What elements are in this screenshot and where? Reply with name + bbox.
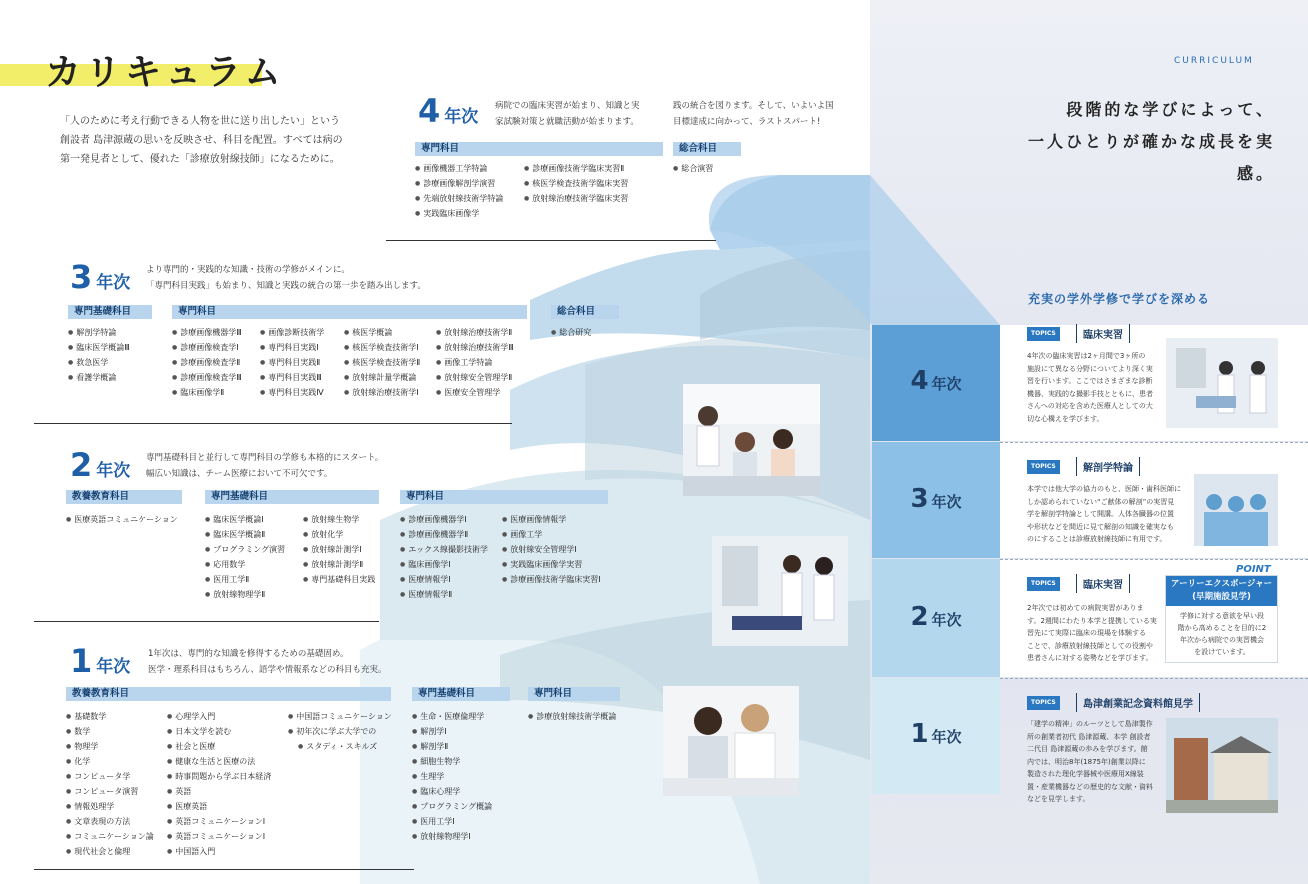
year3-senmon-list-2 xyxy=(260,325,324,400)
subject: ● 放射線生物学 xyxy=(303,512,375,527)
year4-senmon-list-1 xyxy=(415,161,503,221)
text-line: 施設にて異なる分野についてより深く実 xyxy=(1027,364,1153,373)
year3-description xyxy=(146,262,426,294)
subject: ● 専門科目実践Ⅳ xyxy=(260,385,324,400)
clinical-practice-photo xyxy=(1166,338,1278,428)
subject: ● 放射線治療技術学Ⅱ xyxy=(436,325,514,340)
subject: ● 基礎数学 xyxy=(66,709,154,724)
year3-heading xyxy=(70,258,130,296)
intro-line: 第一発見者として、優れた「診療放射線技師」になるために。 xyxy=(60,154,340,165)
topics-badge: TOPICS xyxy=(1027,577,1060,591)
subject: ● 日本文学を読む xyxy=(167,724,271,739)
subject: ● 総合研究 xyxy=(551,325,591,340)
text-line: 習を行います。ここではさまざまな診断 xyxy=(1027,377,1153,385)
text-line: 切な心構えを学びます。 xyxy=(1027,414,1104,423)
subject: ● 総合演習 xyxy=(673,161,713,176)
subject: ● 英語コミュニケーションⅠ xyxy=(167,829,271,844)
text-line: 習先にて実際に臨床の現場を体験する xyxy=(1027,629,1146,637)
year-unit: 年次 xyxy=(931,728,962,746)
year-number: 2 xyxy=(70,446,93,484)
subject: ● 生理学 xyxy=(412,769,492,784)
text-line: 年次から病院での実習機会 xyxy=(1180,636,1264,644)
photo-illustration xyxy=(1166,718,1278,813)
anatomy-lecture-photo xyxy=(1194,474,1278,546)
subject: ● 核医学検査技術学Ⅰ xyxy=(344,340,420,355)
subject: ● 物理学 xyxy=(66,739,154,754)
text-line: 機器、実践的な撮影手技とともに、患者 xyxy=(1027,389,1153,398)
subject: ● 放射線物理学Ⅰ xyxy=(412,829,492,844)
desc-line: 「専門科目実践」も始まり、知識と実践の統合の第一歩を踏み出します。 xyxy=(146,281,426,291)
text-line: 二代目 島津源蔵の歩みを学びます。館 xyxy=(1027,745,1148,753)
headline xyxy=(1000,94,1275,190)
year4-description-2 xyxy=(673,98,834,130)
subject: ● 放射線物理学Ⅱ xyxy=(205,587,285,602)
text-line: 患者さんに対する姿勢などを学びます。 xyxy=(1027,654,1153,662)
subject: ● 臨床画像学Ⅱ xyxy=(172,385,242,400)
subject: ● 生命・医療倫理学 xyxy=(412,709,492,724)
topic-title: 臨床実習 xyxy=(1076,574,1130,593)
text-line: 4年次の臨床実習は2ヶ月間で3ヶ所の xyxy=(1027,352,1146,360)
subject: ● プログラミング演習 xyxy=(205,542,285,557)
subject: ● 放射線安全管理学Ⅰ xyxy=(502,542,601,557)
subject: ● 診療画像解剖学演習 xyxy=(415,176,503,191)
desc-line: より専門的・実践的な知識・技術の学修がメインに。 xyxy=(146,265,350,275)
subject: ● 専門基礎科目実践 xyxy=(303,572,375,587)
subject: ● 専門科目実践Ⅲ xyxy=(260,370,324,385)
year4-sogo-header: 総合科目 xyxy=(673,142,741,156)
subject: ● 臨床心理学 xyxy=(412,784,492,799)
desc-line: 病院での臨床実習が始まり、知識と実 xyxy=(495,101,640,111)
subject: ● 画像工学 xyxy=(502,527,601,542)
text-line: 「建学の精神」のルーツとして島津製作 xyxy=(1027,720,1153,728)
year4-heading xyxy=(418,92,478,130)
subject: ● 核医学検査技術学Ⅱ xyxy=(344,355,420,370)
subject: ● 臨床医学概論Ⅱ xyxy=(205,527,285,542)
subject: ● 臨床医学概論Ⅲ xyxy=(68,340,130,355)
subject: ● 初年次に学ぶ大学での xyxy=(288,724,392,739)
subject: ● 放射線治療技術学Ⅰ xyxy=(344,385,420,400)
extra-learning-title: 充実の学外学修で学びを深める xyxy=(1028,292,1211,306)
subject: ● 核医学検査技術学臨床実習 xyxy=(524,176,628,191)
side-year2-label xyxy=(872,602,1000,632)
text-line: 階から高めることを目的に2 xyxy=(1177,624,1267,632)
year1-heading xyxy=(70,642,130,680)
subject: ● 社会と医療 xyxy=(167,739,271,754)
subject: ● 実践臨床画像学 xyxy=(415,206,503,221)
year3-senmon-list-3 xyxy=(344,325,420,400)
intro-line: 「人のために考え行動できる人物を世に送り出したい」という xyxy=(60,116,340,127)
year-unit: 年次 xyxy=(931,611,962,629)
subject: ● エックス線撮影技術学 xyxy=(400,542,488,557)
topics-badge: TOPICS xyxy=(1027,460,1060,474)
text-line: 製造された理化学器械や医療用X線装 xyxy=(1027,770,1144,778)
year3-kiso-list xyxy=(68,325,130,385)
year4-senmon-header: 専門科目 xyxy=(415,142,663,156)
subject: ● 医療情報学Ⅱ xyxy=(400,587,488,602)
headline-line: 一人ひとりが確かな成長を実感。 xyxy=(1027,132,1275,183)
subject: ● 医療安全管理学 xyxy=(436,385,514,400)
text-line: さんへの対応を含めた医療人としての大 xyxy=(1027,402,1153,410)
subject: ● 応用数学 xyxy=(205,557,285,572)
subject: ● 細胞生物学 xyxy=(412,754,492,769)
side-year4-label xyxy=(872,366,1000,396)
photo-illustration xyxy=(1194,474,1278,546)
year4-description xyxy=(495,98,640,130)
curriculum-label: CURRICULUM xyxy=(1174,56,1254,66)
topic-title: 島津創業記念資料館見学 xyxy=(1076,693,1200,712)
topic-text xyxy=(1027,718,1153,806)
text-line: 本学では他大学の協力のもと、医師・歯科医師に xyxy=(1027,485,1181,493)
subject: ● 専門科目実践Ⅰ xyxy=(260,340,324,355)
subject: ● 情報処理学 xyxy=(66,799,154,814)
subject: ● 医療情報学Ⅰ xyxy=(400,572,488,587)
text-line: 2年次では初めての病院実習がありま xyxy=(1027,604,1144,612)
desc-line: 家試験対策と就職活動が始まります。 xyxy=(495,117,639,127)
text-line: 学を解剖学特論として開講。人体各臓器の位置 xyxy=(1027,510,1174,518)
topics-badge: TOPICS xyxy=(1027,696,1060,710)
text-line: 学修に対する意欲を早い段 xyxy=(1180,612,1264,620)
subject: ● 放射線計量学概論 xyxy=(344,370,420,385)
topic-title: 臨床実習 xyxy=(1076,324,1130,343)
year-number: 2 xyxy=(910,602,929,632)
subject: ● スタディ・スキルズ xyxy=(288,739,392,754)
topic-text xyxy=(1027,350,1153,425)
subject: ● 放射線計測学Ⅱ xyxy=(303,557,375,572)
subject: ● 心理学入門 xyxy=(167,709,271,724)
photo-illustration xyxy=(1166,338,1278,428)
year1-kyoyo-header: 教養教育科目 xyxy=(66,687,391,701)
subject: ● 先端放射線技術学特論 xyxy=(415,191,503,206)
text-line: などを見学します。 xyxy=(1027,795,1090,803)
early-exposure-header xyxy=(1166,576,1277,606)
subject: ● 解剖学特論 xyxy=(68,325,130,340)
headline-line: 段階的な学びによって、 xyxy=(1066,100,1275,119)
year2-kyoyo-list xyxy=(66,512,178,527)
subject: ● 中国語入門 xyxy=(167,844,271,859)
year1-senmon-list xyxy=(528,709,616,724)
year3-kiso-header: 専門基礎科目 xyxy=(68,305,152,319)
topics-badge: TOPICS xyxy=(1027,327,1060,341)
subject: ● 医療英語 xyxy=(167,799,271,814)
subject: ● コミュニケーション論 xyxy=(66,829,154,844)
subject: ● 診療画像技術学臨床実習Ⅰ xyxy=(502,572,601,587)
early-exposure-text xyxy=(1172,610,1272,658)
desc-line: 1年次は、専門的な知識を修得するための基礎固め。 xyxy=(148,649,349,659)
text-line: す。2週間にわたり本学と提携している実 xyxy=(1027,616,1157,625)
year3-senmon-list-4 xyxy=(436,325,514,400)
subject: ● 放射線計測学Ⅰ xyxy=(303,542,375,557)
text-line: 置・産業機器などの歴史的な文献・資料 xyxy=(1027,782,1153,791)
year1-divider xyxy=(34,869,414,870)
xray-training-photo xyxy=(712,536,848,646)
subject: ● 診療画像検査学Ⅲ xyxy=(172,370,242,385)
year2-senmon-header: 専門科目 xyxy=(400,490,608,504)
year-unit: 年次 xyxy=(444,107,479,127)
topic-text xyxy=(1027,602,1157,665)
year3-sogo-header: 総合科目 xyxy=(551,305,619,319)
text-line: 内では、明治8年(1875年)創業以降に xyxy=(1027,757,1146,766)
side-year3-label xyxy=(872,484,1000,514)
year3-senmon-header: 専門科目 xyxy=(172,305,527,319)
text-line: 所の創業者初代 島津源蔵、本学 創設者 xyxy=(1027,732,1151,741)
point-label: POINT xyxy=(1236,564,1271,575)
subject: ● 解剖学Ⅰ xyxy=(412,724,492,739)
photo-illustration xyxy=(712,536,848,646)
subject: ● 診療放射線技術学概論 xyxy=(528,709,616,724)
year2-kyoyo-header: 教養教育科目 xyxy=(66,490,182,504)
students-chatting-photo xyxy=(683,384,820,496)
subject: ● 看護学概論 xyxy=(68,370,130,385)
year-unit: 年次 xyxy=(931,375,962,393)
subject: ● 医用工学Ⅰ xyxy=(412,814,492,829)
subject: ● 医療画像情報学 xyxy=(502,512,601,527)
year4-senmon-list-2 xyxy=(524,161,628,206)
year-number: 3 xyxy=(70,258,93,296)
header-line: (早期施設見学) xyxy=(1192,592,1251,602)
year1-kiso-list xyxy=(412,709,492,844)
year3-sogo-list xyxy=(551,325,591,340)
photo-illustration xyxy=(683,384,820,496)
subject: ● 診療画像機器学Ⅱ xyxy=(400,527,488,542)
subject: ● プログラミング概論 xyxy=(412,799,492,814)
year2-kiso-header: 専門基礎科目 xyxy=(205,490,379,504)
subject: ● 画像診断技術学 xyxy=(260,325,324,340)
subject: ● 医用工学Ⅱ xyxy=(205,572,285,587)
year-number: 4 xyxy=(910,366,929,396)
subject: ● 臨床画像学Ⅰ xyxy=(400,557,488,572)
subject: ● 英語コミュニケーションⅠ xyxy=(167,814,271,829)
subject: ● 診療画像検査学Ⅱ xyxy=(172,355,242,370)
subject: ● 診療画像検査学Ⅰ xyxy=(172,340,242,355)
text-line: や形状などを間近に見て解剖の知識を確実なも xyxy=(1027,522,1174,531)
intro-line: 創設者 島津源蔵の思いを反映させ、科目を配置。すべては病の xyxy=(60,135,343,146)
year2-divider xyxy=(34,621,379,622)
subject: ● 健康な生活と医療の法 xyxy=(167,754,271,769)
year1-description xyxy=(148,646,387,678)
year1-kiso-header: 専門基礎科目 xyxy=(412,687,510,701)
subject: ● 文章表現の方法 xyxy=(66,814,154,829)
subject: ● 画像工学特論 xyxy=(436,355,514,370)
memorial-museum-photo xyxy=(1166,718,1278,813)
page-title: カリキュラム xyxy=(45,52,285,93)
subject: ● 放射線安全管理学Ⅱ xyxy=(436,370,514,385)
desc-line: 幅広い知識は、チーム医療において不可欠です。 xyxy=(146,469,333,479)
subject: ● 英語 xyxy=(167,784,271,799)
subject: ● コンピュータ学 xyxy=(66,769,154,784)
intro-text xyxy=(60,112,360,169)
text-line: のにすることは診療放射線技師に有用です。 xyxy=(1027,535,1167,543)
year1-senmon-header: 専門科目 xyxy=(528,687,620,701)
year2-heading xyxy=(70,446,130,484)
subject: ● 画像機器工学特論 xyxy=(415,161,503,176)
topic-text xyxy=(1027,483,1181,546)
text-line: しか認められていない“ご献体の解剖”の実習見 xyxy=(1027,497,1175,506)
subject: ● 実践臨床画像学実習 xyxy=(502,557,601,572)
year2-kiso-list-2 xyxy=(303,512,375,587)
subject: ● 時事問題から学ぶ日本経済 xyxy=(167,769,271,784)
subject: ● 数学 xyxy=(66,724,154,739)
subject: ● 救急医学 xyxy=(68,355,130,370)
year3-divider xyxy=(34,423,512,424)
year-number: 3 xyxy=(910,484,929,514)
subject: ● 放射線治療技術学臨床実習 xyxy=(524,191,628,206)
year2-senmon-list-1 xyxy=(400,512,488,602)
desc-line: 専門基礎科目と並行して専門科目の学修も本格的にスタート。 xyxy=(146,453,384,463)
year-unit: 年次 xyxy=(96,273,131,293)
side-year1-label xyxy=(872,719,1000,749)
subject: ● 診療画像技術学臨床実習Ⅱ xyxy=(524,161,628,176)
year4-sogo-list xyxy=(673,161,713,176)
year2-senmon-list-2 xyxy=(502,512,601,587)
subject: ● 化学 xyxy=(66,754,154,769)
text-line: を設けています。 xyxy=(1194,648,1250,656)
desc-line: 践の統合を図ります。そして、いよいよ国 xyxy=(673,101,834,111)
subject: ● 中国語コミュニケーション xyxy=(288,709,392,724)
subject: ● 診療画像機器学Ⅰ xyxy=(400,512,488,527)
subject: ● 臨床医学概論Ⅰ xyxy=(205,512,285,527)
year1-kyoyo-list-2 xyxy=(167,709,271,859)
year2-description xyxy=(146,450,383,482)
subject: ● 医療英語コミュニケーション xyxy=(66,512,178,527)
year3-senmon-list-1 xyxy=(172,325,242,400)
year-number: 1 xyxy=(910,719,929,749)
year2-kiso-list-1 xyxy=(205,512,285,602)
text-line: ことで、診療放射線技師としての役割や xyxy=(1027,641,1153,650)
year-number: 4 xyxy=(418,92,441,130)
subject: ● 現代社会と倫理 xyxy=(66,844,154,859)
year4-divider xyxy=(386,240,716,241)
header-line: アーリーエクスポージャー xyxy=(1170,579,1273,589)
desc-line: 目標達成に向かって、ラストスパート! xyxy=(673,117,821,127)
subject: ● 放射化学 xyxy=(303,527,375,542)
subject: ● 診療画像機器学Ⅲ xyxy=(172,325,242,340)
subject: ● 放射線治療技術学Ⅲ xyxy=(436,340,514,355)
students-studying-photo xyxy=(663,686,799,796)
subject: ● 核医学概論 xyxy=(344,325,420,340)
year-number: 1 xyxy=(70,642,93,680)
year1-kyoyo-list-3 xyxy=(288,709,392,754)
year-unit: 年次 xyxy=(931,493,962,511)
subject: ● 専門科目実践Ⅱ xyxy=(260,355,324,370)
year-unit: 年次 xyxy=(96,657,131,677)
year-unit: 年次 xyxy=(96,461,131,481)
year1-kyoyo-list-1 xyxy=(66,709,154,859)
photo-illustration xyxy=(663,686,799,796)
subject: ● 解剖学Ⅱ xyxy=(412,739,492,754)
topic-title: 解剖学特論 xyxy=(1076,457,1140,476)
desc-line: 医学・理系科目はもちろん、語学や情報系などの科目も充実。 xyxy=(148,665,387,675)
subject: ● コンピュータ演習 xyxy=(66,784,154,799)
